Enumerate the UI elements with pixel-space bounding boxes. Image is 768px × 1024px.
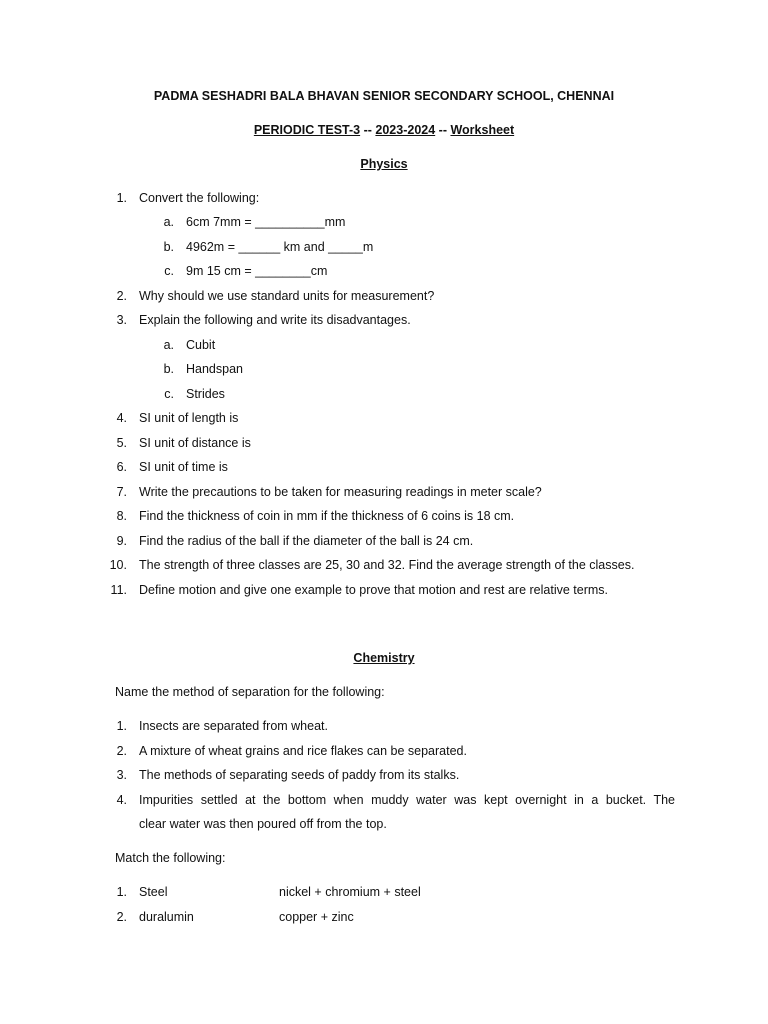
question-text: Why should we use standard units for measurement? — [139, 289, 435, 303]
sub-question-text: Handspan — [186, 362, 243, 376]
question-number: 11. — [110, 583, 127, 597]
sub-question-label: a. — [163, 215, 174, 229]
question-text: Find the radius of the ball if the diameter of the ball is 24 cm. — [139, 534, 474, 548]
question-text: SI unit of length is — [139, 411, 239, 425]
question-number: 9. — [116, 534, 127, 548]
match-intro: Match the following: — [115, 851, 226, 865]
physics-heading: Physics — [360, 157, 408, 171]
question-number: 2. — [116, 289, 127, 303]
sub-question-text: 9m 15 cm = ________cm — [186, 264, 328, 278]
question-number: 5. — [116, 436, 127, 450]
worksheet-label: Worksheet — [450, 123, 515, 137]
sub-question-text: Cubit — [186, 338, 216, 352]
match-right: copper + zinc — [279, 910, 354, 924]
question-text: Explain the following and write its disadvantages. — [139, 313, 411, 327]
question-number: 3. — [116, 768, 127, 782]
academic-year: 2023-2024 — [375, 123, 436, 137]
question-text: SI unit of distance is — [139, 436, 251, 450]
chemistry-intro: Name the method of separation for the following: — [115, 685, 385, 699]
test-name: PERIODIC TEST-3 — [253, 123, 361, 137]
test-heading — [0, 122, 768, 138]
question-text: The methods of separating seeds of paddy from its stalks. — [139, 768, 460, 782]
sub-question-label: a. — [163, 338, 174, 352]
match-left: duralumin — [139, 910, 194, 924]
heading-separator: -- — [435, 123, 451, 137]
question-text: Define motion and give one example to prove that motion and rest are relative terms. — [139, 583, 609, 597]
heading-separator: -- — [360, 123, 376, 137]
question-number: 8. — [116, 509, 127, 523]
sub-question-label: b. — [163, 240, 174, 254]
question-number: 2. — [116, 744, 127, 758]
sub-question-text: 4962m = ______ km and _____m — [186, 240, 374, 254]
sub-question-label: c. — [164, 264, 174, 278]
school-title: PADMA SESHADRI BALA BHAVAN SENIOR SECONDARY SCHOOL, CHENNAI — [153, 89, 615, 103]
question-number: 6. — [116, 460, 127, 474]
question-number: 4. — [116, 411, 127, 425]
sub-question-text: 6cm 7mm = __________mm — [186, 215, 346, 229]
question-number: 10. — [109, 558, 127, 572]
question-text: Impurities settled at the bottom when muddy water was kept overnight in a bucket. The — [139, 793, 675, 807]
sub-question-text: Strides — [186, 387, 225, 401]
question-text: Insects are separated from wheat. — [139, 719, 328, 733]
match-right: nickel + chromium + steel — [279, 885, 421, 899]
question-number: 7. — [116, 485, 127, 499]
question-text: Convert the following: — [139, 191, 260, 205]
question-text: SI unit of time is — [139, 460, 228, 474]
question-number: 3. — [116, 313, 127, 327]
question-text: Find the thickness of coin in mm if the thickness of 6 coins is 18 cm. — [139, 509, 515, 523]
question-number: 4. — [116, 793, 127, 807]
question-text-continued: clear water was then poured off from the top. — [139, 817, 387, 831]
question-text: Write the precautions to be taken for measuring readings in meter scale? — [139, 485, 542, 499]
sub-question-label: b. — [163, 362, 174, 376]
question-text: The strength of three classes are 25, 30 and 32. Find the average strength of the classes. — [139, 558, 635, 572]
question-number: 1. — [116, 719, 127, 733]
chemistry-heading: Chemistry — [353, 651, 415, 665]
match-number: 1. — [116, 885, 127, 899]
question-text: A mixture of wheat grains and rice flakes can be separated. — [139, 744, 467, 758]
match-number: 2. — [116, 910, 127, 924]
question-number: 1. — [116, 191, 127, 205]
sub-question-label: c. — [164, 387, 174, 401]
match-left: Steel — [139, 885, 168, 899]
